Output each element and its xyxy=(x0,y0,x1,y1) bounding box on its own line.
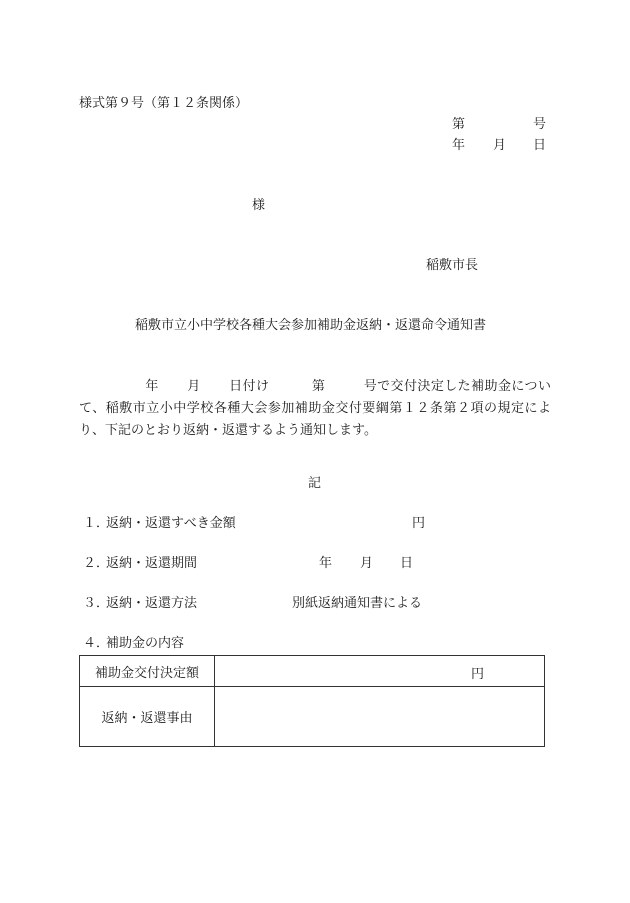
body-paragraph xyxy=(79,376,551,442)
date-day: 日 xyxy=(533,138,547,153)
item-2-month: 月 xyxy=(360,556,374,571)
date-year: 年 xyxy=(452,138,466,153)
form-number: 様式第９号（第１２条関係） xyxy=(79,96,249,111)
item-2-number: ２． xyxy=(83,556,110,571)
table-label-reason: 返納・返還事由 xyxy=(80,687,215,747)
doc-number-suffix: 号 xyxy=(533,117,547,132)
item-3-label: 返納・返還方法 xyxy=(106,596,198,611)
table-row xyxy=(80,687,545,747)
reason-field[interactable] xyxy=(215,687,545,747)
item-2-label: 返納・返還期間 xyxy=(106,556,198,571)
item-1-unit: 円 xyxy=(412,516,426,531)
body-dated: 日付け xyxy=(228,379,270,394)
item-1-label: 返納・返還すべき金額 xyxy=(106,516,236,531)
date-month: 月 xyxy=(493,138,507,153)
body-text: 号で交付決定した補助金について、稲敷市立小中学校各種大会参加補助金交付要綱第１２条第２項の規定により、下記のとおり返納・返還するよう通知します。 xyxy=(79,379,551,438)
item-4-label: 補助金の内容 xyxy=(106,636,185,651)
issuer: 稲敷市長 xyxy=(426,258,479,273)
item-3-value: 別紙返納通知書による xyxy=(292,596,423,611)
document-title: 稲敷市立小中学校各種大会参加補助金返納・返還命令通知書 xyxy=(135,318,487,333)
body-no-prefix: 第 xyxy=(311,379,326,394)
table-label-decided-amount: 補助金交付決定額 xyxy=(80,656,215,687)
body-year: 年 xyxy=(145,379,159,394)
ki-heading: 記 xyxy=(308,476,322,491)
body-month: 月 xyxy=(186,379,201,394)
subsidy-content-table xyxy=(79,655,545,747)
item-2-day: 日 xyxy=(400,556,414,571)
item-4-number: ４． xyxy=(83,636,110,651)
item-3-number: ３． xyxy=(83,596,110,611)
addressee-honorific: 様 xyxy=(252,198,266,213)
decided-amount-unit: 円 xyxy=(470,667,484,682)
item-1-number: １． xyxy=(83,516,110,531)
item-2-year: 年 xyxy=(319,556,333,571)
decided-amount-field[interactable] xyxy=(215,656,545,687)
table-row xyxy=(80,656,545,687)
doc-number-prefix: 第 xyxy=(452,117,466,132)
